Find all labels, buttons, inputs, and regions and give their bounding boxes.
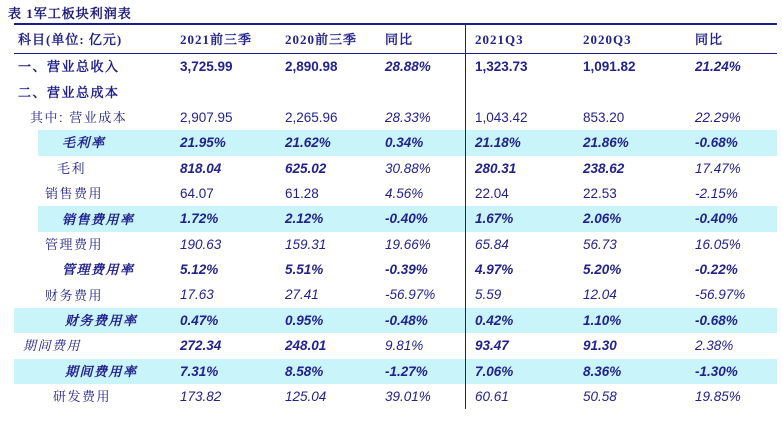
cell-value: 5.51% (285, 262, 324, 278)
cell-value: 0.47% (180, 312, 219, 328)
cell-value: 125.04 (285, 389, 327, 405)
table-row-gross-margin (14, 130, 777, 155)
cell-value: 22.04 (475, 185, 509, 201)
table-row-total-revenue (14, 54, 777, 79)
cell-value: 2,265.96 (285, 109, 338, 125)
cell-value: 4.56% (385, 185, 424, 201)
header-2021-9m: 2021前三季 (180, 31, 253, 47)
table-row-total-cost (14, 79, 777, 104)
cell-value: 1.10% (583, 312, 622, 328)
cell-value: 16.05% (695, 236, 741, 252)
cell-value: -0.40% (695, 211, 738, 227)
cell-value: 9.81% (385, 338, 424, 354)
cell-value: 21.24% (695, 58, 741, 74)
cell-value: 19.66% (385, 236, 431, 252)
cell-value: 22.29% (695, 109, 741, 125)
row-label: 其中: 营业成本 (30, 109, 128, 125)
row-label: 一、营业总收入 (18, 59, 120, 75)
header-2020-9m: 2020前三季 (285, 31, 358, 47)
cell-value: 21.95% (180, 135, 226, 151)
cell-value: 61.28 (285, 185, 319, 201)
cell-value: 91.30 (583, 338, 617, 354)
row-label: 财务费用 (45, 287, 104, 303)
cell-value: 818.04 (180, 160, 222, 176)
income-statement-table (14, 23, 777, 409)
cell-value: -0.48% (385, 312, 428, 328)
cell-value: 159.31 (285, 236, 327, 252)
table-row-operating-cost (14, 105, 777, 130)
row-label: 财务费用率 (65, 313, 138, 329)
cell-value: 3,725.99 (180, 58, 233, 74)
cell-value: 60.61 (475, 389, 509, 405)
cell-value: 0.95% (285, 312, 324, 328)
cell-value: 39.01% (385, 389, 431, 405)
row-label: 管理费用 (45, 236, 104, 252)
cell-value: 50.58 (583, 389, 617, 405)
row-label: 期间费用率 (65, 363, 138, 379)
cell-value: 2,890.98 (285, 58, 338, 74)
cell-value: 12.04 (583, 287, 617, 303)
cell-value: 8.58% (285, 363, 324, 379)
cell-value: 0.34% (385, 135, 424, 151)
cell-value: 248.01 (285, 338, 327, 354)
cell-value: 64.07 (180, 185, 214, 201)
row-label: 销售费用 (45, 186, 104, 202)
cell-value: 7.06% (475, 363, 514, 379)
cell-value: 1.67% (475, 211, 514, 227)
cell-value: 272.34 (180, 338, 222, 354)
cell-value: 4.97% (475, 262, 514, 278)
table-row-finance-expense-ratio (14, 308, 777, 333)
header-yoy-q3: 同比 (695, 31, 724, 47)
cell-value: -0.40% (385, 211, 428, 227)
cell-value: 5.12% (180, 262, 219, 278)
cell-value: 238.62 (583, 160, 625, 176)
table-row-admin-expense-ratio (14, 257, 777, 282)
table-row-finance-expense (14, 283, 777, 308)
cell-value: 2.06% (583, 211, 622, 227)
cell-value: -2.15% (695, 185, 738, 201)
cell-value: -56.97% (695, 287, 746, 303)
cell-value: 28.88% (385, 58, 431, 74)
cell-value: 7.31% (180, 363, 219, 379)
cell-value: 1,323.73 (475, 58, 528, 74)
header-subject: 科目(单位: 亿元) (18, 31, 123, 47)
cell-value: 19.85% (695, 389, 741, 405)
cell-value: 173.82 (180, 389, 222, 405)
cell-value: 17.63 (180, 287, 214, 303)
cell-value: -0.39% (385, 262, 428, 278)
cell-value: 8.36% (583, 363, 622, 379)
row-label: 二、营业总成本 (18, 84, 120, 100)
cell-value: 0.42% (475, 312, 514, 328)
row-label: 毛利率 (62, 135, 106, 151)
cell-value: 280.31 (475, 160, 517, 176)
column-divider (465, 25, 466, 409)
cell-value: 22.53 (583, 185, 617, 201)
row-label: 期间费用 (23, 338, 82, 354)
cell-value: -1.30% (695, 363, 738, 379)
cell-value: 65.84 (475, 236, 509, 252)
cell-value: -0.68% (695, 135, 738, 151)
table-header-row (14, 25, 777, 54)
cell-value: 2.12% (285, 211, 324, 227)
table-row-admin-expense (14, 232, 777, 257)
cell-value: 1,043.42 (475, 109, 528, 125)
cell-value: 190.63 (180, 236, 222, 252)
cell-value: 1,091.82 (583, 58, 636, 74)
cell-value: 56.73 (583, 236, 617, 252)
table-row-selling-expense-ratio (14, 206, 777, 231)
table-row-period-expense (14, 333, 777, 358)
header-2020q3: 2020Q3 (583, 31, 632, 47)
row-label: 研发费用 (53, 389, 112, 405)
table-row-rd-expense (14, 384, 777, 409)
header-yoy-9m: 同比 (385, 31, 414, 47)
cell-value: -0.22% (695, 262, 738, 278)
cell-value: 28.33% (385, 109, 431, 125)
cell-value: 5.59 (475, 287, 502, 303)
table-row-period-expense-ratio (14, 359, 777, 384)
cell-value: 27.41 (285, 287, 319, 303)
cell-value: 21.86% (583, 135, 629, 151)
cell-value: -0.68% (695, 312, 738, 328)
row-label: 销售费用率 (62, 211, 135, 227)
table-row-selling-expense (14, 181, 777, 206)
cell-value: 853.20 (583, 109, 625, 125)
cell-value: 21.62% (285, 135, 331, 151)
cell-value: -1.27% (385, 363, 428, 379)
row-label: 管理费用率 (62, 262, 135, 278)
cell-value: 17.47% (695, 160, 741, 176)
cell-value: 5.20% (583, 262, 622, 278)
table-title: 表 1军工板块利润表 (8, 6, 132, 21)
cell-value: 2,907.95 (180, 109, 233, 125)
cell-value: -56.97% (385, 287, 436, 303)
cell-value: 625.02 (285, 160, 327, 176)
cell-value: 21.18% (475, 135, 521, 151)
cell-value: 30.88% (385, 160, 431, 176)
row-label: 毛利 (57, 160, 87, 176)
cell-value: 2.38% (695, 338, 734, 354)
header-2021q3: 2021Q3 (475, 31, 524, 47)
table-row-gross-profit (14, 156, 777, 181)
cell-value: 1.72% (180, 211, 219, 227)
cell-value: 93.47 (475, 338, 509, 354)
